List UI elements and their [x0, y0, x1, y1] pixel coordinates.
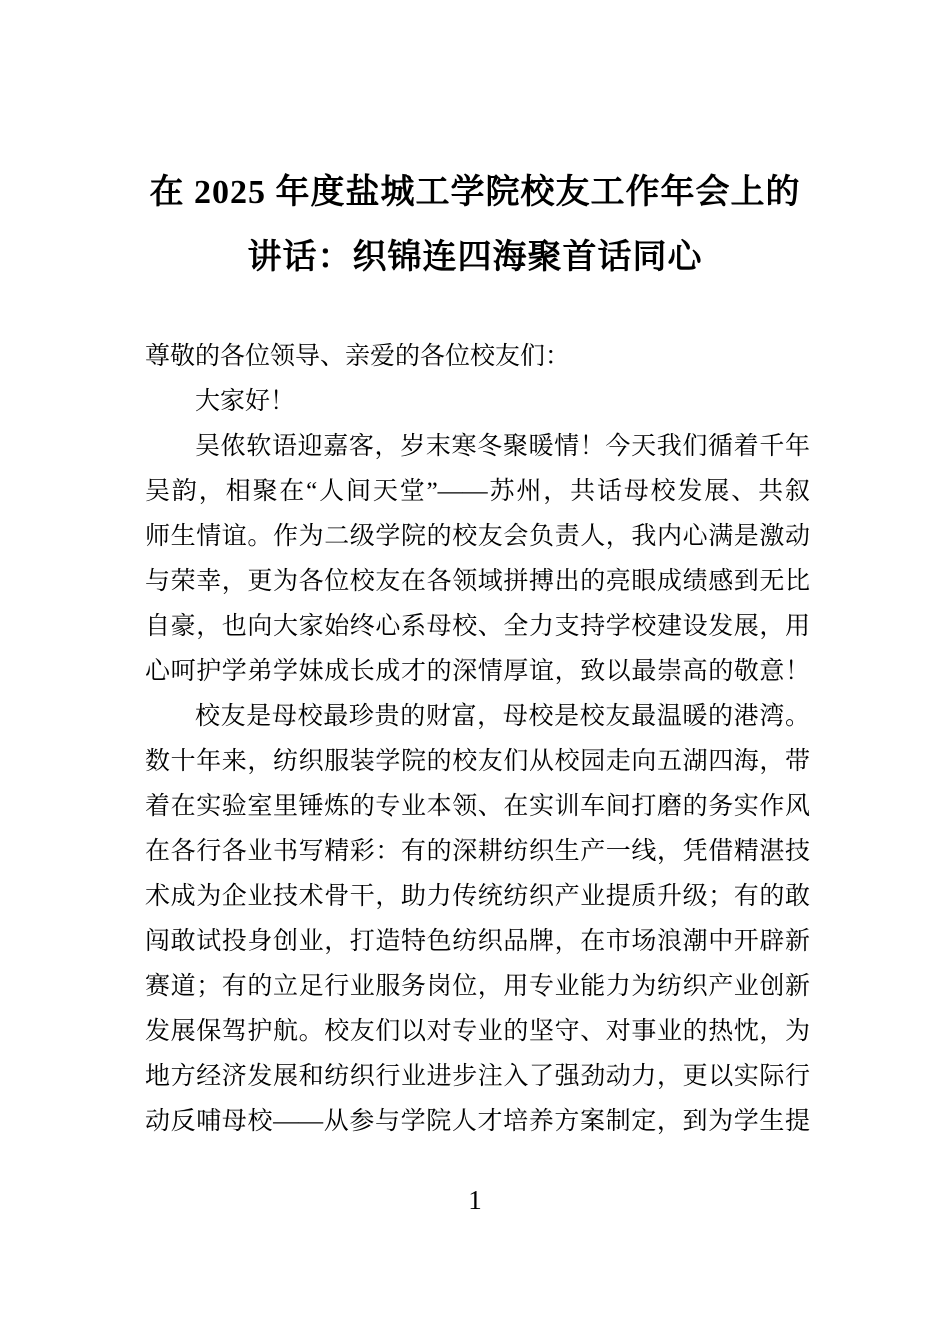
paragraph-opening — [145, 424, 810, 694]
paragraph-alumni — [145, 694, 810, 1144]
body-text-line: 大家好！ — [195, 388, 296, 415]
body-text-line: 心呵护学弟学妹成长成才的深情厚谊，致以最崇高的敬意！ — [145, 658, 810, 685]
body-text-line: 术成为企业技术骨干，助力传统纺织产业提质升级；有的敢 — [145, 883, 810, 910]
body-text-line: 与荣幸，更为各位校友在各领域拼搏出的亮眼成绩感到无比 — [145, 568, 810, 595]
body-text-line: 闯敢试投身创业，打造特色纺织品牌，在市场浪潮中开辟新 — [145, 928, 810, 955]
body-text-line: 赛道；有的立足行业服务岗位，用专业能力为纺织产业创新 — [145, 973, 810, 1000]
page-number: 1 — [468, 1185, 482, 1215]
document-body — [145, 334, 810, 1144]
body-text-line: 自豪，也向大家始终心系母校、全力支持学校建设发展，用 — [145, 613, 810, 640]
document-title-line-2: 讲话：织锦连四海聚首话同心 — [247, 239, 703, 276]
body-text-line: 师生情谊。作为二级学院的校友会负责人，我内心满是激动 — [145, 523, 810, 550]
document-title — [0, 0, 950, 290]
body-text-line: 着在实验室里锤炼的专业本领、在实训车间打磨的务实作风 — [145, 793, 810, 820]
body-text-line: 尊敬的各位领导、亲爱的各位校友们： — [145, 343, 571, 370]
body-text-line: 校友是母校最珍贵的财富，母校是校友最温暖的港湾。 — [195, 703, 810, 730]
body-text-line: 地方经济发展和纺织行业进步注入了强劲动力，更以实际行 — [145, 1063, 810, 1090]
body-text-line: 吴韵，相聚在“人间天堂”——苏州，共话母校发展、共叙 — [145, 478, 810, 505]
document-title-line-1: 在 2025 年度盐城工学院校友工作年会上的 — [149, 174, 801, 211]
body-text-line: 吴侬软语迎嘉客，岁末寒冬聚暖情！今天我们循着千年 — [195, 433, 810, 460]
body-text-line: 动反哺母校——从参与学院人才培养方案制定，到为学生提 — [145, 1108, 810, 1135]
body-text-line: 数十年来，纺织服装学院的校友们从校园走向五湖四海，带 — [145, 748, 810, 775]
paragraph-salutation — [145, 334, 810, 379]
paragraph-greeting — [145, 379, 810, 424]
body-text-line: 发展保驾护航。校友们以对专业的坚守、对事业的热忱，为 — [145, 1018, 810, 1045]
body-text-line: 在各行各业书写精彩：有的深耕纺织生产一线，凭借精湛技 — [145, 838, 810, 865]
